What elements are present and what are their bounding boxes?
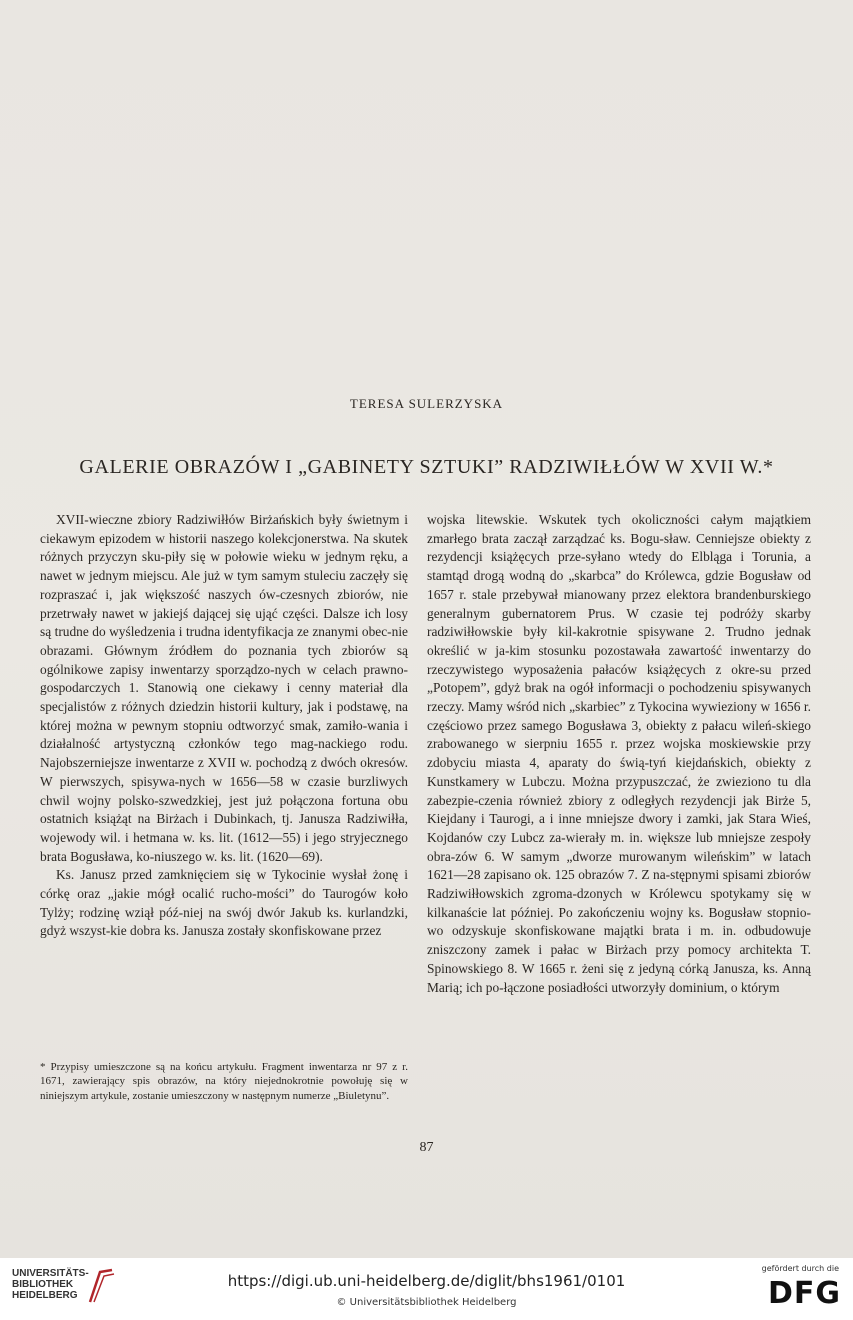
left-column [40, 511, 408, 941]
footnote: * Przypisy umieszczone są na końcu artykułu. Fragment inwentarza nr 97 z r. 1671, zawierający spis obrazów, na który niejednokrotnie powołuję się w niniejszym artykule, zostanie umieszczony w następnym numerze „Biuletynu”. [40, 1061, 408, 1102]
paragraph: Ks. Janusz przed zamknięciem się w Tykocinie wysłał żonę i córkę oraz „jakie mógł ocalić rucho-mości” do Taurogów koło Tylży; rodzinę wziął póź-niej na swój dwór Jakub ks. kurlandzki, gdyż wszyst-kie dobra ks. Janusza zostały skonfiskowane przez [40, 867, 408, 939]
logo-line: BIBLIOTHEK [12, 1279, 74, 1290]
page-number: 87 [419, 1140, 434, 1155]
right-column [427, 511, 811, 997]
paragraph: wojska litewskie. Wskutek tych okoliczności całym majątkiem zmarłego brata zaczął zarządzać ks. Bogu-sław. Cenniejsze obiekty z rezydencji książęcych prze-syłano wtedy do Elbląga i Torunia, a stamtąd drogą wodną do „skarbca” do Królewca, gdzie Bogusław od 1657 r. stale przebywał mianowany przez elektora brandenburskiego generalnym gubernatorem Prus. W czasie tej podróży skarby radziwiłłowskie były kil-kakrotnie spisywane 2. Trudno jednak określić w ja-kim stosunku pozostawała zawartość inwentarzy do rzeczywistego wyposażenia pałaców książęcych z okre-su przed „Potopem”, gdyż brak na ogół informacji o pochodzeniu spisywanych rzeczy. Mamy wśród nich „skarbiec” z Tykocina wywieziony w 1656 r. częściowo przez samego Bogusława 3, obiekty z pałacu wileń-skiego zrabowanego w sierpniu 1655 r. przez wojska moskiewskie przy zdobyciu miasta 4, aparaty do świą-tyń kiejdańskich, obiekty z Kunstkamery w Lubczu. Można przypuszczać, że zwieziono tu dla zabezpie-czenia również zbiory z odległych rezydencji jak Birże 5, Kiejdany i Taurogi, a i inne mniejsze dwory i zamki, jak Stara Wieś, Kojdanów czy Lubcz za-wierały m. in. większe lub mniejsze zespoły obra-zów 6. W samym „dworze murowanym wileńskim” w latach 1621—28 zapisano ok. 125 obrazów 7. Z na-stępnymi spisami zbiorów Radziwiłłowskich zgroma-dzonych w Królewcu spotykamy się w kilkanaście lat później. Po zakończeniu wojny ks. Bogusław stopnio-wo odzyskuje skonfiskowane majątki brata i m. in. odbudowuje zniszczony zamek i pałac w Birżach przy pomocy architekta T. Spinowskiego 8. W 1665 r. żeni się z jedyną córką Janusza, ks. Anną Marią; ich po-łączone posiadłości utworzyły dominium, o którym [427, 512, 811, 995]
article-author: TERESA SULERZYSKA [349, 396, 504, 411]
logo-line: UNIVERSITÄTS- [12, 1268, 89, 1279]
viewer-footer [0, 1258, 853, 1320]
dfg-logo[interactable]: DFG [767, 1276, 841, 1311]
copyright-notice: © Universitätsbibliothek Heidelberg [336, 1297, 517, 1308]
article-title: GALERIE OBRAZÓW I „GABINETY SZTUKI” RADZIWIŁŁÓW W XVII W.* [79, 456, 774, 478]
paragraph: XVII-wieczne zbiory Radziwiłłów Birżańskich były świetnym i ciekawym epizodem w historii naszego kolekcjonerstwa. Na skutek różnych przyczyn sku-piły się w połowie wieku w jednym ręku, a nawet w jednym miejscu. Ale już w tym samym stuleciu zaczęły się rozpraszać i, jak większość naszych ów-czesnych zbiorów, nie przetrwały nawet w jakiejś dającej się ująć części. Dalsze ich losy są trudne do wyśledzenia i trudna identyfikacja ze znanymi obec-nie obrazami. Głównym źródłem do poznania tych zbiorów są ogólnikowe zapisy inwentarzy sporządzo-nych w celach prawno-gospodarczych 1. Stanowią one ciekawy i cenny materiał dla specjalistów z różnych dziedzin historii kultury, jak i podstawę, na której można w pewnym stopniu odtworzyć smak, zamiło-wania i działalność artystyczną członków tego mag-nackiego rodu. Najobszerniejsze inwentarze z XVII w. pochodzą z dwóch okresów. W pierwszych, spisywa-nych w 1656—58 w czasie burzliwych chwil wojny polsko-szwedzkiej, jest już połączona fortuna obu ostatnich książąt na Birżach i Dubinkach, tj. Janusza Radziwiłła, wojewody wil. i hetmana w. ks. lit. (1612—55) i jego stryjecznego brata Bogusława, ko-niuszego w. ks. lit. (1620—69). [40, 512, 408, 864]
dfg-caption: gefördert durch die [761, 1264, 839, 1273]
logo-line: HEIDELBERG [12, 1290, 78, 1301]
page-url-link[interactable]: https://digi.ub.uni-heidelberg.de/diglit/bhs1961/0101 [227, 1272, 626, 1290]
